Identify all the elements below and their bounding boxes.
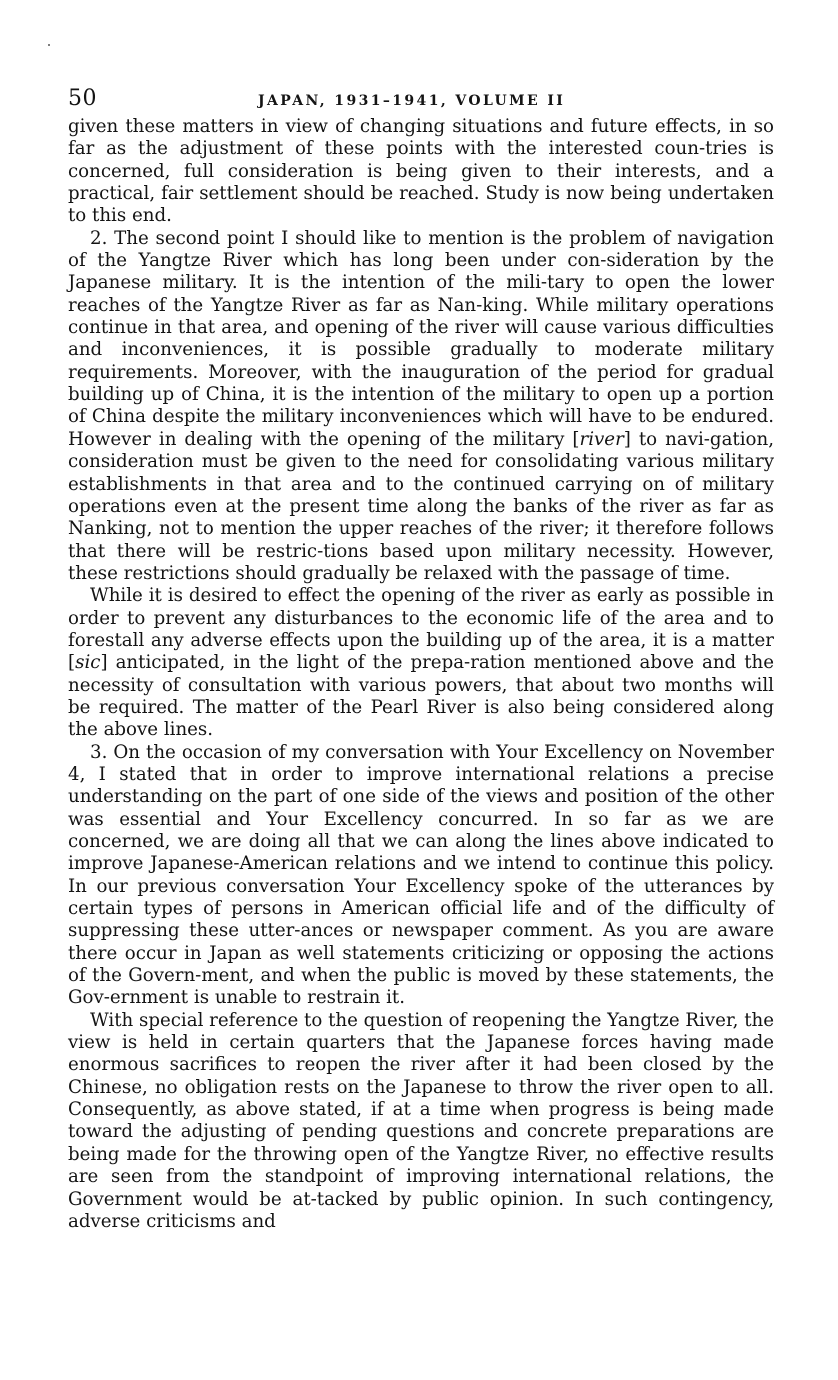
running-header <box>68 84 774 116</box>
paragraph-reopening-yangtze <box>68 1010 774 1233</box>
editorial-sic: sic <box>75 652 101 674</box>
paragraph-text: ] to navi-gation, consideration must be given to the need for consolidating various military establishments in that area and to the continued carrying on of military operations even at the present time along the banks of the river as far as Nanking, not to mention the upper reaches of the river; it therefore follows that there will be restric-tions based upon military necessity. However, these restrictions should gradually be relaxed with the passage of time. <box>68 428 774 584</box>
paragraph-text: ] anticipated, in the light of the prepa-ration mentioned above and the necessity of consultation with various powers, that about two months will be required. The matter of the Pearl River is also being considered along the above lines. <box>68 652 774 741</box>
page-number: 50 <box>68 86 97 111</box>
paragraph-yangtze-navigation <box>68 228 774 586</box>
document-page <box>68 84 774 1233</box>
paragraph-text: With special reference to the question of reopening the Yangtze River, the view is held in certain quarters that the Japanese forces having made enormous sacrifices to reopen the river after it had been closed by the Chinese, no obligation rests on the Japanese to throw the river open to all. Consequently, as above stated, if at a time when progress is being made toward the adjusting of pending questions and concrete preparations are being made for the throwing open of the Yangtze River, no effective results are seen from the standpoint of improving international relations, the Government would be at-tacked by public opinion. In such contingency, adverse criticisms and <box>68 1009 774 1232</box>
paragraph-text: 3. On the occasion of my conversation with Your Excellency on November 4, I stated that in order to improve international relations a precise understanding on the part of one side of the views and position of the other was essential and Your Excellency concurred. In so far as we are concerned, we are doing all that we can along the lines above indicated to improve Japanese-American relations and we intend to continue this policy. In our previous conversation Your Excellency spoke of the utterances by certain types of persons in American official life and of the difficulty of suppressing these utter-ances or newspaper comment. As you are aware there occur in Japan as well statements criticizing or opposing the actions of the Govern-ment, and when the public is moved by these statements, the Gov-ernment is unable to restrain it. <box>68 741 774 1009</box>
paragraph-international-relations <box>68 742 774 1010</box>
body-text <box>68 116 774 1233</box>
paragraph-text: given these matters in view of changing situations and future effects, in so far as the adjustment of these points with the interested coun-tries is concerned, full consideration is being given to their interests, and a practical, fair settlement should be reached. Study is now being undertaken to this end. <box>68 116 774 227</box>
paragraph-continuation <box>68 116 774 228</box>
paragraph-opening-timeline <box>68 585 774 741</box>
paragraph-text: 2. The second point I should like to mention is the problem of navigation of the Yangtze River which has long been under con-sideration by the Japanese military. It is the intention of the mili-tary to open the lower reaches of the Yangtze River as far as Nan-king. While military operations continue in that area, and opening of the river will cause various difficulties and inconveniences, it is possible gradually to moderate military requirements. Moreover, with the inauguration of the period for gradual building up of China, it is the intention of the military to open up a portion of China despite the military inconveniences which will have to be endured. However in dealing with the opening of the military [ <box>68 227 774 450</box>
running-title: JAPAN, 1931–1941, VOLUME II <box>258 93 566 109</box>
scan-speck <box>48 44 50 46</box>
paragraph-text: While it is desired to effect the opening of the river as early as possible in order to prevent any disturbances to the economic life of the area and to forestall any adverse effects upon the building up of the area, it is a matter [ <box>68 585 774 674</box>
editorial-insertion: river <box>579 428 624 450</box>
